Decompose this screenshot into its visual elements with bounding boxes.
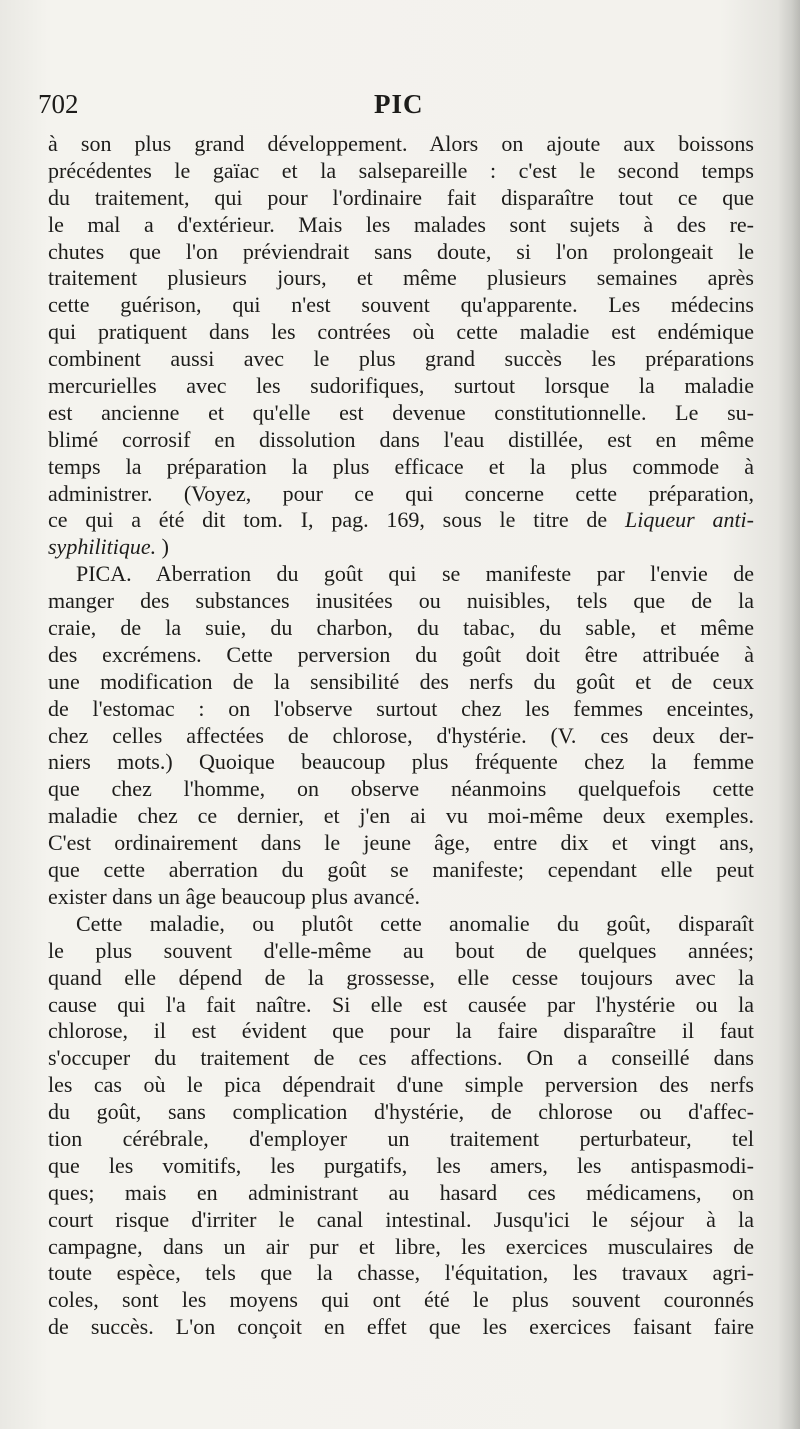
text-line	[48, 1072, 754, 1099]
text-line-content: le mal a d'extérieur. Mais les malades sont sujets à des re-	[48, 211, 754, 237]
text-line	[48, 292, 754, 319]
text-line-content: maladie chez ce dernier, et j'en ai vu moi-même deux exemples.	[48, 803, 754, 829]
text-line	[48, 1260, 754, 1287]
text-line	[48, 830, 754, 857]
text-line	[48, 346, 754, 373]
text-line	[48, 265, 754, 292]
text-line-content: les cas où le pica dépendrait d'une simple perversion des nerfs	[48, 1072, 754, 1098]
text-line-content: s'occuper du traitement de ces affections. On a conseillé dans	[48, 1045, 754, 1071]
text-line-content: temps la préparation la plus efficace et la plus commode à	[48, 453, 754, 479]
text-line-content: exister dans un âge beaucoup plus avancé.	[48, 883, 421, 909]
text-line	[48, 642, 754, 669]
text-line-content: cette guérison, qui n'est souvent qu'apparente. Les médecins	[48, 292, 754, 318]
text-line	[48, 481, 754, 508]
text-line-content: précédentes le gaïac et la salsepareille : c'est le second temps	[48, 157, 754, 183]
text-line	[48, 1018, 754, 1045]
text-line-content: coles, sont les moyens qui ont été le plus souvent couronnés	[48, 1287, 754, 1313]
text-line	[48, 319, 754, 346]
text-line	[48, 992, 754, 1019]
text-line	[48, 696, 754, 723]
text-line	[48, 938, 754, 965]
italic-title: syphilitique.	[48, 534, 157, 560]
text-line-content: traitement plusieurs jours, et même plusieurs semaines après	[48, 265, 754, 291]
text-line-content: chez celles affectées de chlorose, d'hystérie. (V. ces deux der-	[48, 722, 754, 748]
text-line	[48, 400, 754, 427]
text-line-content: campagne, dans un air pur et libre, les exercices musculaires de	[48, 1233, 754, 1259]
text-line	[48, 239, 754, 266]
text-line-content: ques; mais en administrant au hasard ces médicamens, on	[48, 1179, 754, 1205]
text-line-content: PICA. Aberration du goût qui se manifeste par l'envie de	[76, 561, 754, 587]
text-line-content: quand elle dépend de la grossesse, elle cesse toujours avec la	[48, 964, 754, 990]
page-header	[38, 86, 758, 122]
text-line	[48, 561, 754, 588]
text-line-content: manger des substances inusitées ou nuisibles, tels que de la	[48, 588, 754, 614]
text-line	[48, 884, 754, 911]
text-line	[48, 507, 754, 534]
text-line	[48, 373, 754, 400]
text-line-content: chlorose, il est évident que pour la faire disparaître il faut	[48, 1018, 754, 1044]
text-line	[48, 615, 754, 642]
text-line-content: de succès. L'on conçoit en effet que les exercices faisant faire	[48, 1314, 754, 1340]
page-edge-shadow	[778, 0, 800, 1429]
text-line-content: mercurielles avec les sudorifiques, surtout lorsque la maladie	[48, 373, 754, 399]
text-line	[48, 1153, 754, 1180]
text-line-content: du traitement, qui pour l'ordinaire fait disparaître tout ce que	[48, 184, 754, 210]
text-line-content: administrer. (Voyez, pour ce qui concerne cette préparation,	[48, 480, 754, 506]
text-line-content: est ancienne et qu'elle est devenue constitutionnelle. Le su-	[48, 399, 754, 425]
text-line	[48, 534, 754, 561]
text-line	[48, 427, 754, 454]
text-line	[48, 588, 754, 615]
text-line	[48, 776, 754, 803]
text-line-content: chutes que l'on préviendrait sans doute, si l'on prolongeait le	[48, 238, 754, 264]
text-line-content: que les vomitifs, les purgatifs, les amers, les antispasmodi-	[48, 1152, 754, 1178]
text-line	[48, 911, 754, 938]
text-line	[48, 1099, 754, 1126]
text-line-content: combinent aussi avec le plus grand succès les préparations	[48, 346, 754, 372]
text-line	[48, 803, 754, 830]
text-line-content: niers mots.) Quoique beaucoup plus fréquente chez la femme	[48, 749, 754, 775]
text-line-content: qui pratiquent dans les contrées où cette maladie est endémique	[48, 319, 754, 345]
text-line	[48, 185, 754, 212]
text-line-content: que chez l'homme, on observe néanmoins quelquefois cette	[48, 776, 754, 802]
text-line-content: à son plus grand développement. Alors on ajoute aux boissons	[48, 131, 754, 156]
text-line-content: du goût, sans complication d'hystérie, de chlorose ou d'affec-	[48, 1099, 754, 1125]
text-line	[48, 131, 754, 158]
text-line-content: une modification de la sensibilité des nerfs du goût et de ceux	[48, 668, 754, 694]
text-line	[48, 454, 754, 481]
text-line-content: C'est ordinairement dans le jeune âge, entre dix et vingt ans,	[48, 830, 754, 856]
text-line	[48, 158, 754, 185]
text-line-content: ce qui a été dit tom. I, pag. 169, sous le titre de	[48, 507, 625, 533]
text-line-content: tion cérébrale, d'employer un traitement perturbateur, tel	[48, 1125, 754, 1151]
text-line-content: toute espèce, tels que la chasse, l'équitation, les travaux agri-	[48, 1260, 754, 1286]
text-line	[48, 1180, 754, 1207]
text-line	[48, 749, 754, 776]
text-line	[48, 723, 754, 750]
text-line-content: cause qui l'a fait naître. Si elle est causée par l'hystérie ou la	[48, 991, 754, 1017]
text-line	[48, 1207, 754, 1234]
text-line-content: le plus souvent d'elle-même au bout de quelques années;	[48, 937, 754, 963]
text-line	[48, 965, 754, 992]
body-text	[48, 131, 754, 1341]
text-line	[48, 1126, 754, 1153]
page-number: 702	[38, 89, 79, 119]
text-line	[48, 1234, 754, 1261]
text-line-content: que cette aberration du goût se manifeste; cependant elle peut	[48, 857, 754, 883]
text-line	[48, 1314, 754, 1341]
running-head: PIC	[374, 89, 424, 119]
text-line-content: blimé corrosif en dissolution dans l'eau distillée, est en même	[48, 426, 754, 452]
italic-title: Liqueur anti-	[624, 507, 754, 533]
text-line	[48, 857, 754, 884]
text-line	[48, 1045, 754, 1072]
text-line-content: de l'estomac : on l'observe surtout chez les femmes enceintes,	[48, 695, 754, 721]
text-line	[48, 1287, 754, 1314]
text-line-content: craie, de la suie, du charbon, du tabac, du sable, et même	[48, 615, 754, 641]
text-line-content: court risque d'irriter le canal intestinal. Jusqu'ici le séjour à la	[48, 1206, 754, 1232]
text-line-content: des excrémens. Cette perversion du goût doit être attribuée à	[48, 641, 754, 667]
text-line	[48, 669, 754, 696]
text-line-tail: )	[156, 534, 169, 560]
text-line	[48, 212, 754, 239]
text-line-content: Cette maladie, ou plutôt cette anomalie du goût, disparaît	[76, 910, 754, 936]
